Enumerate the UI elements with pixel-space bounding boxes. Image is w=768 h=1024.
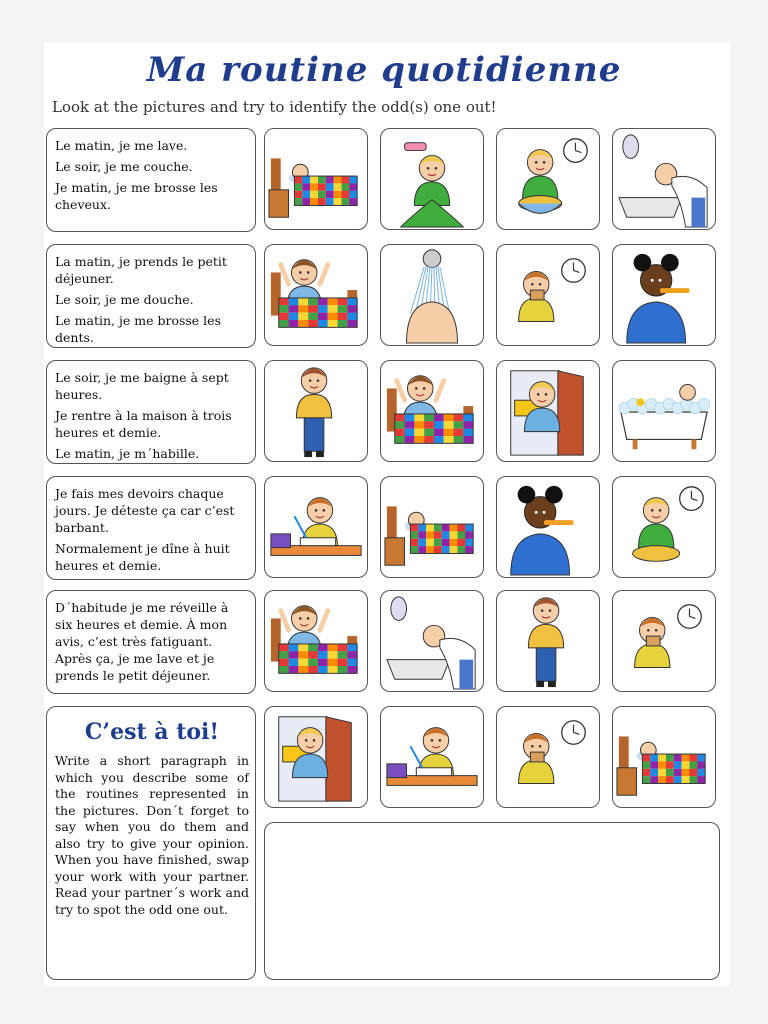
waking-up-in-bed-icon <box>264 590 368 692</box>
sentence: Normalement je dîne à huit heures et demie. <box>55 541 230 573</box>
sleeping-in-bed-icon <box>612 706 716 808</box>
sentence: Je matin, je me brosse les cheveux. <box>55 180 218 212</box>
sentence-box-2 <box>46 244 256 348</box>
sleeping-in-bed-icon <box>380 476 484 578</box>
doing-homework-icon <box>264 476 368 578</box>
page-title: Ma routine quotidienne <box>146 50 622 90</box>
waking-up-in-bed-icon <box>264 244 368 346</box>
brushing-teeth-icon <box>612 244 716 346</box>
writing-area[interactable] <box>264 822 720 980</box>
sentence: Le matin, je m´habille. <box>55 446 200 461</box>
washing-face-icon <box>612 128 716 230</box>
sleeping-in-bed-icon <box>264 128 368 230</box>
sentence: D´habitude je me réveille à six heures et demie. À mon avis, c’est très fatiguant. Après ça, je me lave et je prends le petit déjeuner. <box>55 600 229 683</box>
bath-icon <box>612 360 716 462</box>
cest-a-toi-text: Write a short paragraph in which you describe some of the routines represented in the pictures. Don´t forget to say when you do them and also try to give your opinion. When you have finished, swap your work with your partner. Read your partner´s work and try to spot the odd one out. <box>55 753 249 917</box>
eating-toast-icon <box>612 590 716 692</box>
doing-homework-icon <box>380 706 484 808</box>
eating-toast-icon <box>496 244 600 346</box>
sentence: Le soir, je me douche. <box>55 292 194 307</box>
brushing-teeth-icon <box>496 476 600 578</box>
washing-face-icon <box>380 590 484 692</box>
sentence: Le soir, je me baigne à sept heures. <box>55 370 229 402</box>
sentence: Le matin, je me brosse les dents. <box>55 313 221 345</box>
cest-a-toi-box <box>46 706 256 980</box>
brushing-hair-icon <box>380 128 484 230</box>
eating-breakfast-icon <box>496 128 600 230</box>
getting-dressed-icon <box>264 360 368 462</box>
sentence-box-3 <box>46 360 256 464</box>
sentence: Le soir, je me couche. <box>55 159 193 174</box>
sentence: La matin, je prends le petit déjeuner. <box>55 254 227 286</box>
sentence: Je rentre à la maison à trois heures et demie. <box>55 408 232 440</box>
instruction-text: Look at the pictures and try to identify the odd(s) one out! <box>52 98 497 116</box>
sentence-box-5 <box>46 590 256 694</box>
getting-dressed-icon <box>496 590 600 692</box>
waking-up-in-bed-icon <box>380 360 484 462</box>
sentence: Le matin, je me lave. <box>55 138 188 153</box>
eating-dinner-icon <box>612 476 716 578</box>
coming-home-icon <box>264 706 368 808</box>
cest-a-toi-title: C’est à toi! <box>84 719 220 745</box>
sentence-box-1 <box>46 128 256 232</box>
shower-icon <box>380 244 484 346</box>
sentence-box-4 <box>46 476 256 580</box>
sentence: Je fais mes devoirs chaque jours. Je déteste ça car c’est barbant. <box>55 486 235 535</box>
coming-home-icon <box>496 360 600 462</box>
eating-toast-icon <box>496 706 600 808</box>
